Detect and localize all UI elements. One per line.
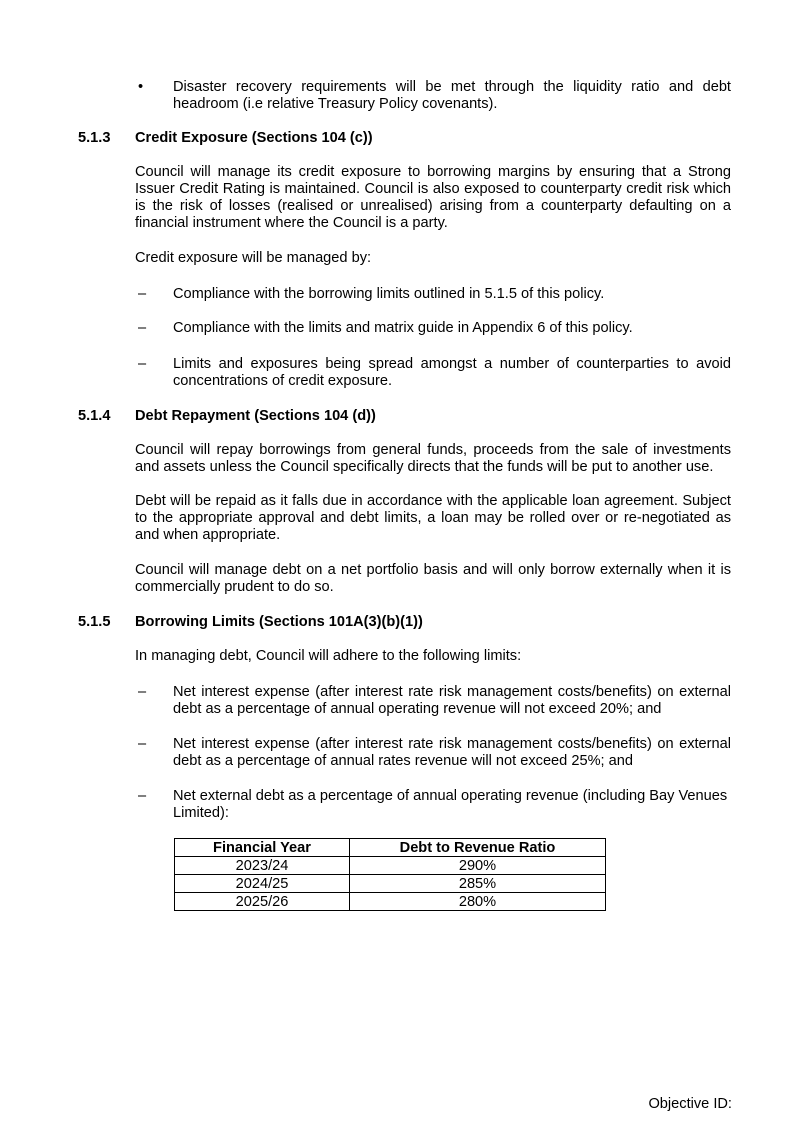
section-513-item-1: Compliance with the borrowing limits outlined in 5.1.5 of this policy.: [173, 286, 605, 302]
table-row: [175, 893, 606, 911]
table-cell-year: 2024/25: [175, 875, 350, 893]
table-row: [175, 857, 606, 875]
bullet-marker: •: [138, 79, 144, 95]
section-515-number: 5.1.5: [78, 614, 111, 630]
section-514-paragraph-1: Council will repay borrowings from general funds, proceeds from the sale of investments and assets unless the Council specifically directs that the funds will be put to another use.: [135, 442, 731, 475]
section-513-paragraph-2: Credit exposure will be managed by:: [135, 250, 372, 266]
section-513-number: 5.1.3: [78, 130, 111, 146]
section-513-title: Credit Exposure (Sections 104 (c)): [135, 130, 373, 146]
section-515-item-2: Net interest expense (after interest rate risk management costs/benefits) on external debt as a percentage of annual rates revenue will not exceed 25%; and: [173, 736, 731, 769]
section-514-number: 5.1.4: [78, 408, 111, 424]
table-cell-year: 2023/24: [175, 857, 350, 875]
section-513-paragraph-1: Council will manage its credit exposure to borrowing margins by ensuring that a Strong Issuer Credit Rating is maintained. Council is also exposed to counterparty credit risk which is the risk of losses (realised or unrealised) arising from a counterparty defaulting on a financial instrument where the Council is a party.: [135, 164, 731, 231]
section-514-paragraph-2: Debt will be repaid as it falls due in accordance with the applicable loan agreement. Subject to the appropriate approval and debt limits, a loan may be rolled over or re-negotiated as and when appropriate.: [135, 493, 731, 543]
section-513-item-3: Limits and exposures being spread amongst a number of counterparties to avoid concentrations of credit exposure.: [173, 356, 731, 389]
table-cell-ratio: 290%: [350, 857, 606, 875]
table-cell-ratio: 280%: [350, 893, 606, 911]
intro-bullet-text: Disaster recovery requirements will be met through the liquidity ratio and debt headroom (i.e relative Treasury Policy covenants).: [173, 79, 731, 112]
section-514-paragraph-3: Council will manage debt on a net portfolio basis and will only borrow externally when it is commercially prudent to do so.: [135, 562, 731, 595]
section-515-title: Borrowing Limits (Sections 101A(3)(b)(1)): [135, 614, 423, 630]
debt-to-revenue-table: [174, 838, 606, 911]
section-515-item-3: Net external debt as a percentage of annual operating revenue (including Bay Venues Limited):: [173, 788, 728, 821]
dash-marker: –: [138, 320, 147, 336]
dash-marker: –: [138, 736, 147, 752]
section-514-title: Debt Repayment (Sections 104 (d)): [135, 408, 376, 424]
table-header-debt-ratio: Debt to Revenue Ratio: [350, 839, 606, 857]
section-515-item-1: Net interest expense (after interest rate risk management costs/benefits) on external debt as a percentage of annual operating revenue will not exceed 20%; and: [173, 684, 731, 717]
table-header-financial-year: Financial Year: [175, 839, 350, 857]
objective-id-label: Objective ID:: [648, 1096, 732, 1112]
dash-marker: –: [138, 684, 147, 700]
dash-marker: –: [138, 356, 147, 372]
dash-marker: –: [138, 286, 147, 302]
section-513-item-2: Compliance with the limits and matrix guide in Appendix 6 of this policy.: [173, 320, 633, 336]
dash-marker: –: [138, 788, 147, 804]
table-row: [175, 875, 606, 893]
table-cell-year: 2025/26: [175, 893, 350, 911]
section-515-intro: In managing debt, Council will adhere to the following limits:: [135, 648, 522, 664]
table-header-row: [175, 839, 606, 857]
table-cell-ratio: 285%: [350, 875, 606, 893]
